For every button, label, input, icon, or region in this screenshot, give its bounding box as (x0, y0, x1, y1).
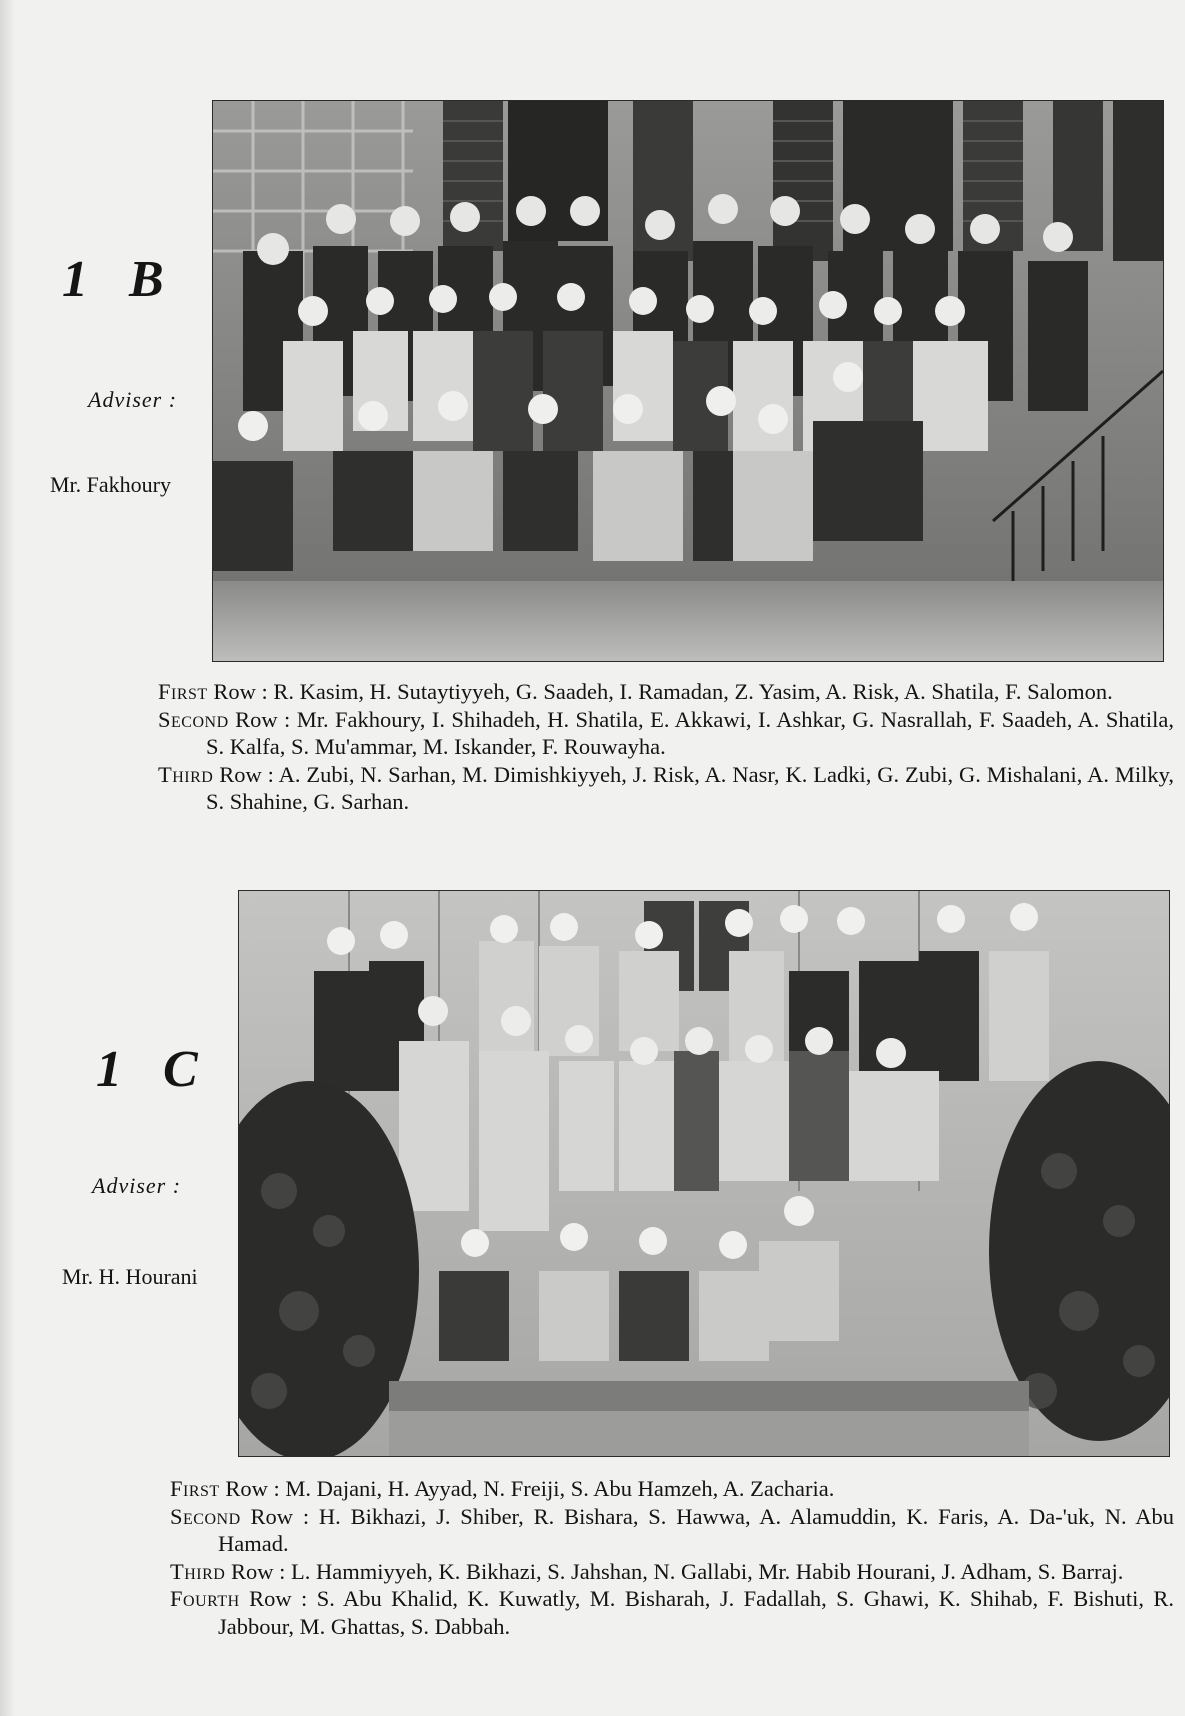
class-photo-1b (212, 100, 1164, 662)
adviser-label-1b: Adviser : (88, 387, 178, 412)
caption-row-1b-second: Second Row : Mr. Fakhoury, I. Shihadeh, H. Shatila, E. Akkawi, I. Ashkar, G. Nasrallah, F. Saadeh, A. Shatila, S. Kalfa, S. Mu'ammar, M. Iskander, F. Rouwayha. (158, 706, 1174, 759)
caption-1b (158, 678, 1174, 816)
class-photo-1c (238, 890, 1170, 1457)
caption-row-1c-third: Third Row : L. Hammiyyeh, K. Bikhazi, S. Jahshan, N. Gallabi, Mr. Habib Hourani, J. Adham, S. Barraj. (170, 1558, 1124, 1584)
page-edge (0, 0, 14, 1716)
caption-row-1c-second: Second Row : H. Bikhazi, J. Shiber, R. Bishara, S. Hawwa, A. Alamuddin, K. Faris, A. Da-'uk, N. Abu Hamad. (170, 1503, 1175, 1556)
adviser-name-1c: Mr. H. Hourani (62, 1264, 198, 1289)
adviser-label-1c: Adviser : (92, 1173, 182, 1198)
caption-1c (170, 1475, 1174, 1640)
class-label-1c: 1 C (96, 1041, 212, 1098)
caption-row-1c-fourth: Fourth Row : S. Abu Khalid, K. Kuwatly, M. Bisharah, J. Fadallah, S. Ghawi, K. Shihab, F. Bishuti, R. Jabbour, M. Ghattas, S. Dabbah. (170, 1586, 1174, 1639)
class-label-1b: 1 B (62, 251, 178, 308)
caption-row-1b-first: First Row : R. Kasim, H. Sutaytiyyeh, G. Saadeh, I. Ramadan, Z. Yasim, A. Risk, A. Shatila, F. Salomon. (158, 679, 1113, 704)
adviser-name-1b: Mr. Fakhoury (50, 472, 171, 497)
caption-row-1c-first: First Row : M. Dajani, H. Ayyad, N. Freiji, S. Abu Hamzeh, A. Zacharia. (170, 1476, 835, 1501)
caption-row-1b-third: Third Row : A. Zubi, N. Sarhan, M. Dimishkiyyeh, J. Risk, A. Nasr, K. Ladki, G. Zubi, G. Mishalani, A. Milky, S. Shahine, G. Sarhan. (158, 761, 1175, 814)
